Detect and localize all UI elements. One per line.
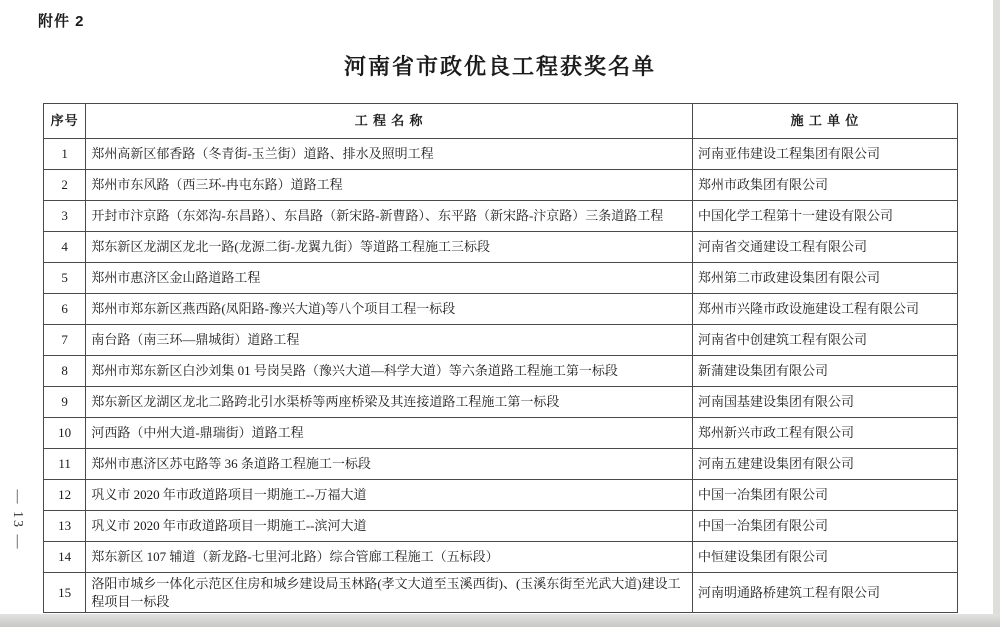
cell-project-name: 洛阳市城乡一体化示范区住房和城乡建设局玉林路(孝文大道至玉溪西街)、(玉溪东街至光武大道)建设工程项目一标段	[86, 573, 693, 613]
table-row	[44, 201, 958, 232]
cell-serial-number: 2	[44, 170, 86, 201]
table-row	[44, 170, 958, 201]
cell-construction-unit: 郑州第二市政建设集团有限公司	[692, 263, 957, 294]
page-number: — 13 —	[10, 489, 25, 551]
cell-project-name: 巩义市 2020 年市政道路项目一期施工--万福大道	[86, 480, 693, 511]
table-row	[44, 387, 958, 418]
cell-serial-number: 13	[44, 511, 86, 542]
cell-project-name: 郑州市惠济区苏屯路等 36 条道路工程施工一标段	[86, 449, 693, 480]
cell-serial-number: 15	[44, 573, 86, 613]
cell-project-name: 郑州市惠济区金山路道路工程	[86, 263, 693, 294]
cell-construction-unit: 中国一冶集团有限公司	[692, 480, 957, 511]
cell-construction-unit: 新蒲建设集团有限公司	[692, 356, 957, 387]
cell-project-name: 郑州高新区郁香路（冬青街-玉兰街）道路、排水及照明工程	[86, 139, 693, 170]
cell-project-name: 郑东新区 107 辅道（新龙路-七里河北路）综合管廊工程施工（五标段）	[86, 542, 693, 573]
cell-project-name: 郑东新区龙湖区龙北一路(龙源二街-龙翼九街）等道路工程施工三标段	[86, 232, 693, 263]
cell-serial-number: 3	[44, 201, 86, 232]
cell-serial-number: 7	[44, 325, 86, 356]
cell-construction-unit: 河南亚伟建设工程集团有限公司	[692, 139, 957, 170]
table-row	[44, 232, 958, 263]
cell-project-name: 南台路（南三环—鼎城街）道路工程	[86, 325, 693, 356]
table-row	[44, 480, 958, 511]
table-row	[44, 263, 958, 294]
table-row	[44, 325, 958, 356]
cell-serial-number: 11	[44, 449, 86, 480]
award-table	[43, 103, 958, 613]
cell-construction-unit: 郑州新兴市政工程有限公司	[692, 418, 957, 449]
cell-project-name: 巩义市 2020 年市政道路项目一期施工--滨河大道	[86, 511, 693, 542]
cell-project-name: 郑州市东风路（西三环-冉屯东路）道路工程	[86, 170, 693, 201]
cell-project-name: 郑东新区龙湖区龙北二路跨北引水渠桥等两座桥梁及其连接道路工程施工第一标段	[86, 387, 693, 418]
table-row	[44, 511, 958, 542]
table-row	[44, 356, 958, 387]
cell-construction-unit: 郑州市政集团有限公司	[692, 170, 957, 201]
cell-serial-number: 6	[44, 294, 86, 325]
cell-project-name: 开封市汴京路（东郊沟-东昌路）、东昌路（新宋路-新曹路）、东平路（新宋路-汴京路）三条道路工程	[86, 201, 693, 232]
table-row	[44, 542, 958, 573]
cell-construction-unit: 河南国基建设集团有限公司	[692, 387, 957, 418]
cell-construction-unit: 河南五建建设集团有限公司	[692, 449, 957, 480]
cell-project-name: 郑州市郑东新区燕西路(凤阳路-豫兴大道)等八个项目工程一标段	[86, 294, 693, 325]
cell-project-name: 河西路（中州大道-鼎瑞街）道路工程	[86, 418, 693, 449]
cell-serial-number: 9	[44, 387, 86, 418]
scan-edge-bottom	[0, 614, 1000, 627]
table-row	[44, 573, 958, 613]
cell-construction-unit: 中国化学工程第十一建设有限公司	[692, 201, 957, 232]
header-construction-unit: 施 工 单 位	[692, 104, 957, 139]
page-title: 河南省市政优良工程获奖名单	[343, 54, 656, 79]
cell-serial-number: 14	[44, 542, 86, 573]
scan-edge-right	[993, 0, 1000, 627]
header-serial-number: 序号	[44, 104, 86, 139]
cell-serial-number: 1	[44, 139, 86, 170]
cell-serial-number: 10	[44, 418, 86, 449]
table-row	[44, 418, 958, 449]
cell-project-name: 郑州市郑东新区白沙刘集 01 号岗吴路（豫兴大道—科学大道）等六条道路工程施工第一标段	[86, 356, 693, 387]
attachment-label: 附件 2	[38, 13, 85, 30]
cell-serial-number: 12	[44, 480, 86, 511]
cell-construction-unit: 郑州市兴隆市政设施建设工程有限公司	[692, 294, 957, 325]
table-row	[44, 294, 958, 325]
cell-serial-number: 5	[44, 263, 86, 294]
cell-serial-number: 8	[44, 356, 86, 387]
cell-construction-unit: 中恒建设集团有限公司	[692, 542, 957, 573]
header-project-name: 工 程 名 称	[86, 104, 693, 139]
table-row	[44, 449, 958, 480]
cell-construction-unit: 河南省交通建设工程有限公司	[692, 232, 957, 263]
table-header-row	[44, 104, 958, 139]
cell-serial-number: 4	[44, 232, 86, 263]
cell-construction-unit: 中国一冶集团有限公司	[692, 511, 957, 542]
cell-construction-unit: 河南省中创建筑工程有限公司	[692, 325, 957, 356]
cell-construction-unit: 河南明通路桥建筑工程有限公司	[692, 573, 957, 613]
table-row	[44, 139, 958, 170]
